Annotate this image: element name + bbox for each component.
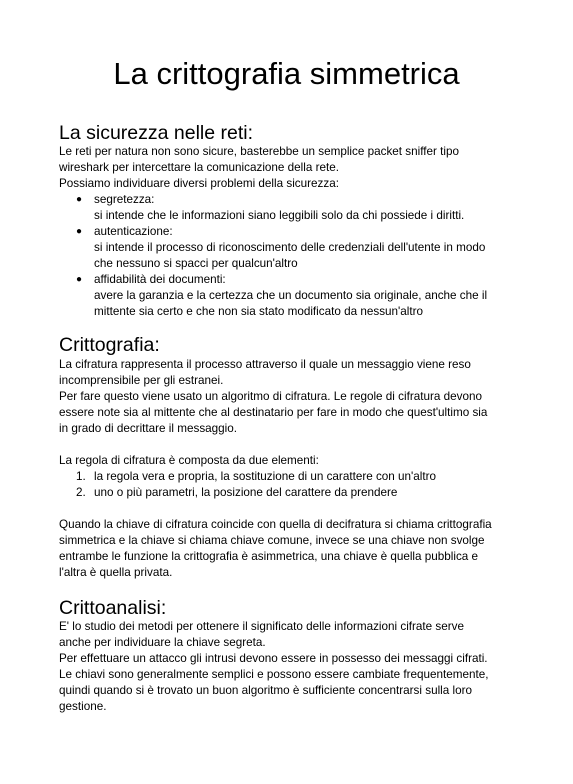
list-number: 2. bbox=[76, 486, 86, 499]
list-item-text: che nessuno si spacci per qualcun'altro bbox=[94, 257, 298, 270]
paragraph-line: in grado di decrittare il messaggio. bbox=[59, 422, 238, 435]
paragraph-line: Per fare questo viene usato un algoritmo di cifratura. Le regole di cifratura devono bbox=[59, 390, 482, 403]
paragraph-line: l'altra è quella privata. bbox=[59, 566, 173, 579]
paragraph-line: gestione. bbox=[59, 700, 107, 713]
paragraph-line: essere note sia al mittente che al destinatario per fare in modo che quest'ultimo sia bbox=[59, 406, 488, 419]
paragraph-line: La cifratura rappresenta il processo attraverso il quale un messaggio viene reso bbox=[59, 358, 471, 371]
list-item-label: affidabilità dei documenti: bbox=[94, 273, 226, 286]
bullet-icon: ● bbox=[76, 274, 83, 285]
list-item-label: autenticazione: bbox=[94, 225, 173, 238]
heading-sicurezza: La sicurezza nelle reti: bbox=[59, 122, 254, 144]
paragraph-line: E' lo studio dei metodi per ottenere il significato delle informazioni cifrate serve bbox=[59, 620, 465, 633]
list-item-text: si intende che le informazioni siano leggibili solo da chi possiede i diritti. bbox=[94, 209, 465, 222]
paragraph-line: entrambe le funzione la crittografia è asimmetrica, una chiave è quella pubblica e bbox=[59, 550, 479, 563]
paragraph-line: La regola di cifratura è composta da due elementi: bbox=[59, 454, 319, 467]
heading-crittoanalisi: Crittoanalisi: bbox=[59, 597, 167, 619]
bullet-icon: ● bbox=[76, 194, 83, 205]
paragraph-line: anche per individuare la chiave segreta. bbox=[59, 636, 266, 649]
paragraph-line: quindi quando si è trovato un buon algoritmo è sufficiente concentrarsi sulla loro bbox=[59, 684, 472, 697]
list-item-text: la regola vera e propria, la sostituzione di un carattere con un'altro bbox=[94, 470, 437, 483]
document-title: La crittografia simmetrica bbox=[113, 56, 460, 91]
paragraph-line: incomprensibile per gli estranei. bbox=[59, 374, 224, 387]
heading-crittografia: Crittografia: bbox=[59, 334, 160, 356]
paragraph-line: Le reti per natura non sono sicure, basterebbe un semplice packet sniffer tipo bbox=[59, 145, 459, 158]
paragraph-line: simmetrica e la chiave si chiama chiave comune, invece se una chiave non svolge bbox=[59, 534, 485, 547]
paragraph-line: Le chiavi sono generalmente semplici e possono essere cambiate frequentemente, bbox=[59, 668, 489, 681]
list-number: 1. bbox=[76, 470, 86, 483]
bullet-icon: ● bbox=[76, 226, 83, 237]
list-item-text: si intende il processo di riconoscimento delle credenziali dell'utente in modo bbox=[94, 241, 486, 254]
list-item-text: avere la garanzia e la certezza che un documento sia originale, anche che il bbox=[94, 289, 488, 302]
paragraph-line: Per effettuare un attacco gli intrusi devono essere in possesso dei messaggi cifrati. bbox=[59, 652, 488, 665]
paragraph-line: Quando la chiave di cifratura coincide con quella di decifratura si chiama crittografia bbox=[59, 518, 492, 531]
list-item-text: mittente sia certo e che non sia stato modificato da nessun'altro bbox=[94, 305, 424, 318]
paragraph-line: Possiamo individuare diversi problemi della sicurezza: bbox=[59, 177, 339, 190]
list-item-label: segretezza: bbox=[94, 193, 155, 206]
list-item-text: uno o più parametri, la posizione del carattere da prendere bbox=[94, 486, 398, 499]
paragraph-line: wireshark per intercettare la comunicazione della rete. bbox=[59, 161, 339, 174]
